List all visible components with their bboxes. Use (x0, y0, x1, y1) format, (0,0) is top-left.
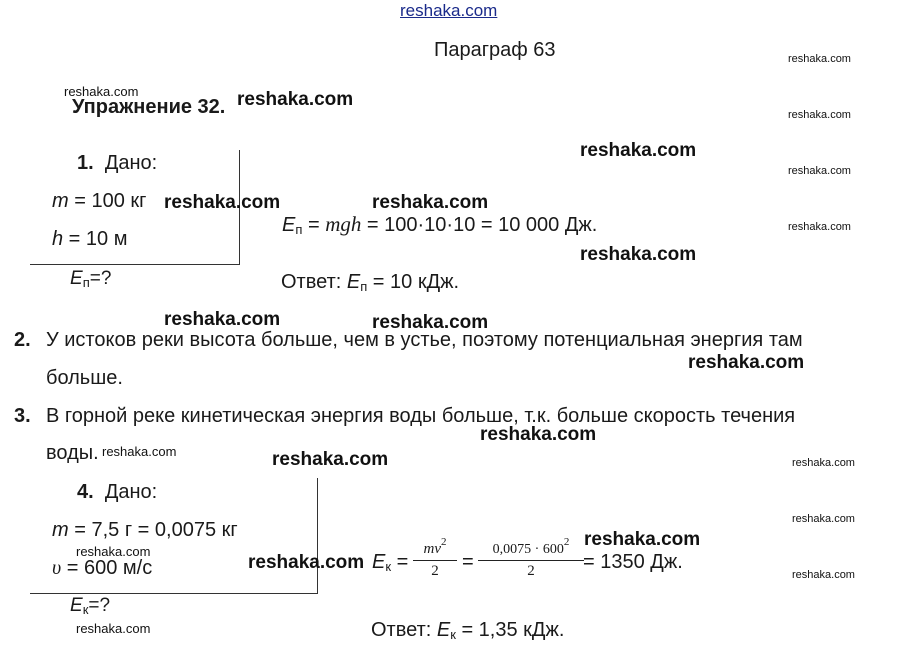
fraction-numerator: mv (423, 541, 441, 557)
problem4-answer (371, 619, 564, 642)
problem2-line1: У истоков реки высота больше, чем в устье, поэтому потенциальная энергия там (46, 329, 803, 351)
problem4-solution-lhs (372, 551, 408, 574)
watermark: reshaka.com (248, 552, 365, 573)
given-divider-vertical (317, 478, 318, 594)
energy-symbol: E (70, 595, 83, 616)
fraction-bar (413, 560, 457, 561)
watermark-small: reshaka.com (788, 165, 851, 177)
watermark-small: reshaka.com (64, 84, 139, 99)
calculation: = 100·10·10 = 10 000 Дж. (361, 214, 598, 236)
watermark: reshaka.com (272, 449, 389, 470)
equals-sign: = (302, 214, 326, 236)
energy-symbol: E (346, 271, 361, 293)
energy-subscript: к (450, 627, 456, 642)
watermark-small: reshaka.com (76, 544, 151, 559)
fraction-kinetic-formula (413, 536, 457, 580)
energy-symbol: E (436, 619, 451, 641)
watermark: reshaka.com (237, 89, 354, 110)
energy-subscript: к (385, 559, 392, 574)
problem4-mass (52, 519, 238, 542)
fraction-denominator: 2 (527, 563, 535, 579)
problem3-line1: В горной реке кинетическая энергия воды больше, т.к. больше скорость течения (46, 405, 796, 427)
watermark: reshaka.com (164, 192, 281, 213)
watermark: reshaka.com (580, 140, 697, 161)
mass-value: = 7,5 г = 0,0075 кг (68, 519, 238, 541)
watermark-small: reshaka.com (792, 569, 855, 581)
velocity-symbol: υ (52, 557, 62, 579)
site-link[interactable]: reshaka.com (400, 1, 498, 20)
exercise-heading: Упражнение 32. (72, 96, 226, 118)
given-divider-horizontal (30, 593, 318, 594)
problem4-number: 4. (77, 481, 94, 503)
mass-value: = 100 кг (68, 190, 147, 212)
watermark: reshaka.com (164, 309, 281, 330)
problem1-answer (281, 271, 459, 294)
problem2-number: 2. (14, 329, 31, 351)
energy-subscript: к (82, 602, 89, 617)
watermark-small: reshaka.com (76, 621, 151, 636)
watermark-small: reshaka.com (792, 513, 855, 525)
problem1-mass (52, 190, 146, 213)
fraction-denominator: 2 (431, 563, 439, 579)
problem3-number: 3. (14, 405, 31, 427)
formula: mgh (325, 212, 362, 236)
equals-sign: = (391, 551, 409, 573)
watermark-small: reshaka.com (102, 444, 177, 459)
answer-label: Ответ: (281, 271, 347, 293)
energy-symbol: E (70, 268, 83, 289)
problem4-result: = 1350 Дж. (583, 551, 683, 573)
watermark-small: reshaka.com (792, 457, 855, 469)
fraction-numerator: 0,0075 · 600 (492, 542, 564, 557)
height-value: = 10 м (63, 228, 128, 250)
problem1-given-label: Дано: (104, 152, 158, 174)
problem1-given (77, 152, 157, 175)
mass-symbol: m (52, 190, 69, 212)
watermark-small: reshaka.com (788, 53, 851, 65)
energy-symbol: E (372, 551, 386, 573)
fraction-substituted (478, 536, 584, 580)
problem4-given-label: Дано: (104, 481, 158, 503)
problem1-unknown (70, 268, 111, 290)
problem1-height (52, 228, 127, 251)
energy-symbol: E (282, 214, 296, 236)
problem4-velocity (52, 557, 152, 580)
watermark-small: reshaka.com (788, 109, 851, 121)
height-symbol: h (52, 228, 64, 250)
problem2-line2: больше. (46, 367, 123, 389)
unknown-tail: =? (89, 268, 112, 289)
watermark-small: reshaka.com (788, 221, 851, 233)
energy-subscript: п (82, 275, 90, 290)
exponent: 2 (441, 536, 447, 548)
watermark: reshaka.com (584, 529, 701, 550)
exponent: 2 (563, 536, 570, 548)
watermark: reshaka.com (372, 312, 489, 333)
watermark: reshaka.com (480, 424, 597, 445)
problem3-line2: воды. (46, 442, 99, 464)
answer-value: = 10 кДж. (367, 271, 460, 293)
equals-sign: = (462, 551, 474, 573)
given-divider-horizontal (30, 264, 240, 265)
energy-subscript: п (295, 222, 303, 237)
energy-subscript: п (360, 279, 368, 294)
watermark: reshaka.com (580, 244, 697, 265)
problem4-unknown (70, 595, 110, 617)
answer-value: = 1,35 кДж. (455, 619, 565, 641)
velocity-value: = 600 м/с (61, 557, 153, 579)
watermark: reshaka.com (688, 352, 805, 373)
problem1-solution (282, 212, 597, 237)
problem1-number: 1. (77, 152, 94, 174)
watermark: reshaka.com (372, 192, 489, 213)
page-title: Параграф 63 (434, 39, 556, 61)
fraction-bar (478, 560, 584, 561)
answer-label: Ответ: (371, 619, 437, 641)
mass-symbol: m (52, 519, 69, 541)
problem4-given (77, 481, 157, 504)
unknown-tail: =? (88, 595, 111, 616)
